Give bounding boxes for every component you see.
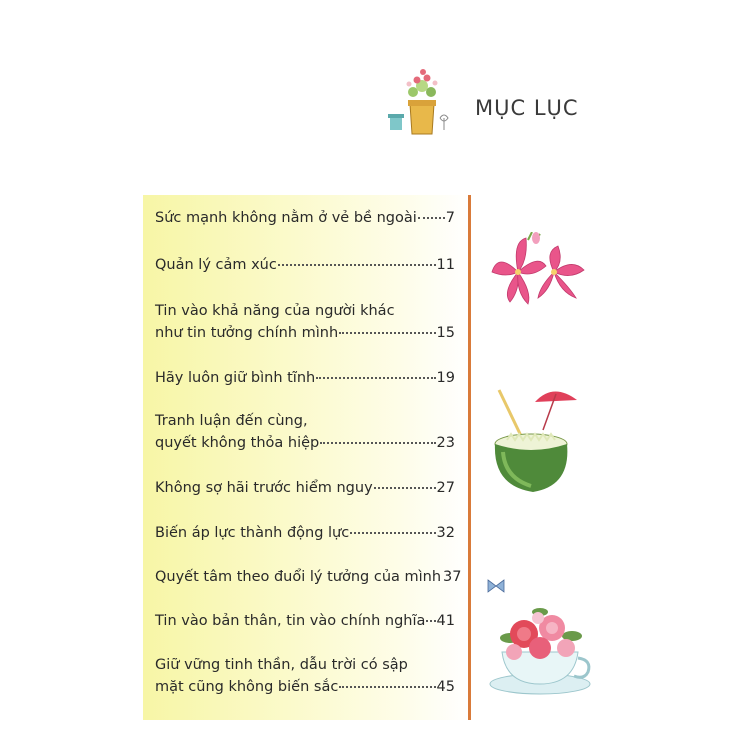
- toc-entry-page: 45: [436, 679, 455, 695]
- toc-entry-title: Tin vào bản thân, tin vào chính nghĩa: [155, 613, 426, 629]
- toc-entry-title: Quyết tâm theo đuổi lý tưởng của mình: [155, 569, 442, 585]
- toc-entry-title: Quản lý cảm xúc: [155, 257, 277, 273]
- toc-entry-title-cont: như tin tưởng chính mình: [155, 325, 339, 341]
- dot-leader: [316, 377, 435, 379]
- toc-entry-page: 15: [436, 325, 455, 341]
- toc-entry-title-cont: quyết không thỏa hiệp: [155, 435, 320, 451]
- toc-entry-title: Không sợ hãi trước hiểm nguy: [155, 480, 373, 496]
- toc-entry-title: Giữ vững tinh thần, dẫu trời có sập: [155, 657, 408, 673]
- toc-entry: [155, 566, 462, 588]
- toc-entry-title: Hãy luôn giữ bình tĩnh: [155, 370, 316, 386]
- dot-leader: [418, 217, 445, 219]
- toc-entry: [155, 367, 455, 389]
- vertical-divider: [468, 195, 471, 720]
- toc-entry: [155, 654, 455, 698]
- toc-entry: [155, 522, 455, 544]
- lily-flower-icon: [488, 232, 588, 308]
- toc-entry-page: 7: [445, 210, 455, 226]
- coconut-drink-icon: [485, 382, 590, 497]
- toc-entry: [155, 477, 455, 499]
- toc-entry: [155, 254, 455, 276]
- dot-leader: [339, 686, 435, 688]
- toc-entry: [155, 300, 455, 344]
- toc-entry-page: 27: [436, 480, 455, 496]
- toc-entry: [155, 207, 455, 229]
- toc-entry: [155, 410, 455, 454]
- toc-entry-page: 11: [436, 257, 455, 273]
- dot-leader: [426, 620, 435, 622]
- teacup-roses-icon: [480, 572, 595, 700]
- toc-entry-title: Tranh luận đến cùng,: [155, 413, 308, 429]
- toc-entry-page: 37: [443, 569, 462, 585]
- page-title: MỤC LỤC: [475, 96, 579, 120]
- toc-entry-title: Tin vào khả năng của người khác: [155, 303, 395, 319]
- dot-leader: [374, 487, 436, 489]
- toc-entry-title-cont: mặt cũng không biến sắc: [155, 679, 339, 695]
- dot-leader: [339, 332, 435, 334]
- toc-entry-page: 19: [436, 370, 455, 386]
- dot-leader: [320, 442, 435, 444]
- dot-leader: [278, 264, 436, 266]
- toc-entry: [155, 610, 455, 632]
- flower-pot-icon: [380, 68, 462, 140]
- dot-leader: [350, 532, 435, 534]
- toc-entry-title: Sức mạnh không nằm ở vẻ bề ngoài: [155, 210, 417, 226]
- toc-entry-page: 23: [436, 435, 455, 451]
- toc-entry-page: 32: [436, 525, 455, 541]
- toc-entry-page: 41: [436, 613, 455, 629]
- toc-entry-title: Biến áp lực thành động lực: [155, 525, 350, 541]
